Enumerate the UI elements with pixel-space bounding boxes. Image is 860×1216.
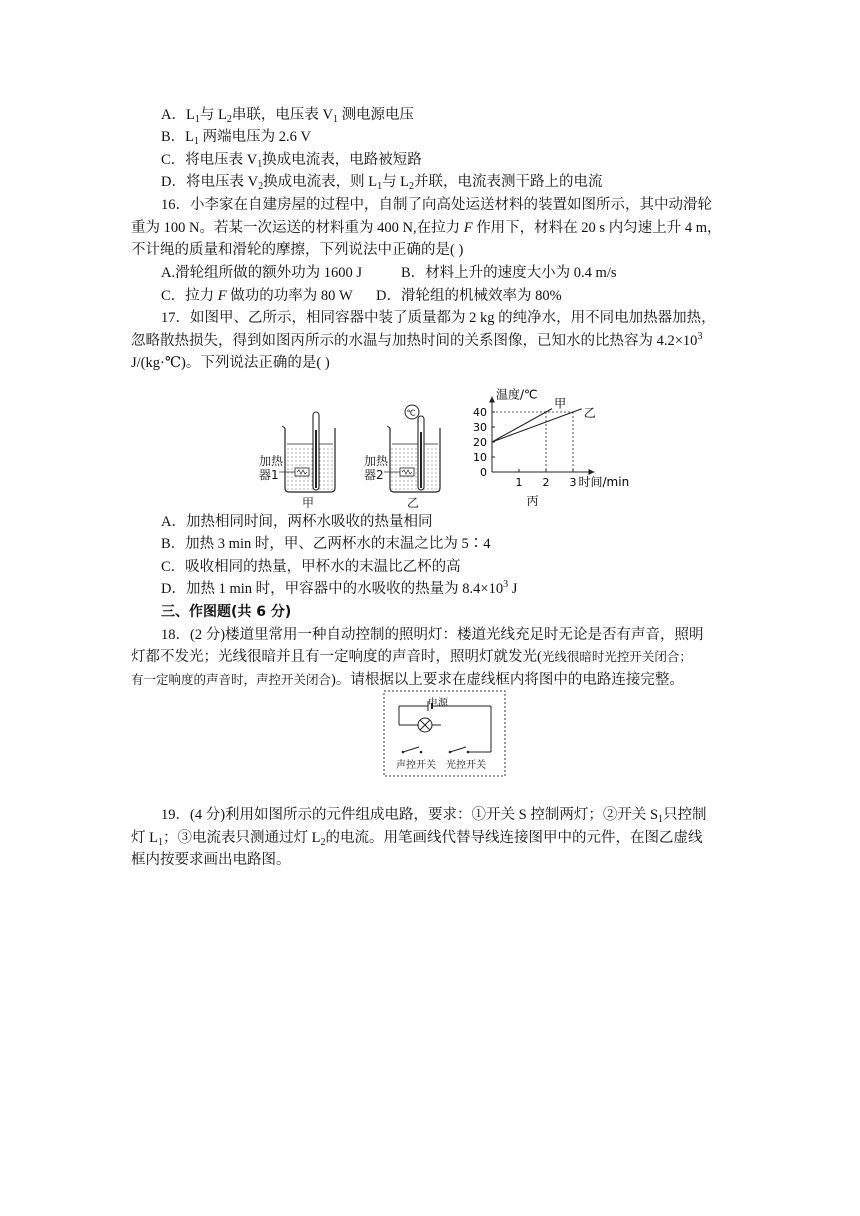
q16-option-c: C．拉力 F 做功的功率为 80 W — [161, 288, 353, 304]
y-axis-title: 温度/℃ — [496, 387, 538, 402]
x-tick-label: 3 — [569, 476, 577, 489]
q15-option-a: A．$L_1$与 $L_2$串联，电压表 $V_1$ 测电源电压 — [161, 107, 415, 125]
svg-text:℃: ℃ — [406, 408, 416, 418]
q16-option-b: B．材料上升的速度大小为 0.4 m/s — [401, 265, 617, 281]
q18-source-label: 电源 — [428, 698, 448, 709]
series-extension — [573, 409, 582, 412]
q17-option-b: B．加热 3 min 时，甲、乙两杯水的末温之比为 5∶4 — [161, 536, 491, 552]
heater-2-label-b: 器2 — [364, 468, 384, 482]
y-tick-label: 40 — [473, 406, 487, 419]
caption-jia: 甲 — [302, 496, 315, 510]
q16-option-d: D．滑轮组的机械效率为 80% — [376, 288, 562, 304]
y-axis-arrow-icon — [489, 397, 495, 403]
q18-sound-switch-label: 声控开关 — [396, 760, 436, 771]
heater-1-label-b: 器1 — [259, 468, 279, 482]
q17-temperature-chart — [470, 375, 645, 510]
y-tick-label: 30 — [473, 421, 487, 434]
q19-line1: 19．(4 分)利用如图所示的元件组成电路，要求：①开关 S 控制两灯；②开关 $S_1$只控制 — [161, 807, 707, 825]
caption-yi: 乙 — [407, 496, 420, 510]
y-tick-label: 0 — [480, 466, 487, 479]
chart-labels — [473, 387, 629, 509]
q19-line2: 灯 $L_1$；③电流表只测通过灯 $L_2$的电流。用笔画线代替导线连接图甲中的元件，在图乙虚线 — [131, 830, 703, 848]
sound-switch-icon — [403, 747, 419, 752]
series-extension — [546, 409, 552, 412]
q17-line2: 忽略散热损失，得到如图丙所示的水温与加热时间的关系图像，已知水的比热容为 $4.2\times 10^3$ — [131, 331, 703, 349]
section-3-title: 三、作图题(共 6 分) — [161, 604, 292, 620]
light-switch-icon — [450, 747, 466, 752]
y-tick-label: 20 — [473, 436, 487, 449]
x-axis-title: 时间/min — [578, 475, 630, 489]
q16-option-a: A.滑轮组所做的额外功为 1600 J — [161, 265, 362, 281]
q17-line1: 17．如图甲、乙所示，相同容器中装了质量都为 2 kg 的纯净水，用不同电加热器加热， — [161, 310, 716, 326]
x-tick-label: 2 — [542, 476, 550, 489]
q17-line3: J/(kg·℃)。下列说法正确的是( ) — [131, 355, 330, 371]
q19-line3: 框内按要求画出电路图。 — [131, 852, 291, 868]
heater-1-label-a: 加热 — [259, 454, 284, 468]
chart-axes — [489, 397, 595, 476]
q15-option-b: B．$L_1$ 两端电压为 2.6 V — [161, 129, 312, 147]
series-name-label: 乙 — [583, 405, 596, 420]
q18-line3: 有一定响度的声音时，声控开关闭合)。请根据以上要求在虚线框内将图中的电路连接完整。 — [131, 672, 684, 688]
q15-option-c: C．将电压表 $V_1$换成电流表，电路被短路 — [161, 152, 422, 170]
q18-line2: 灯都不发光；光线很暗并且有一定响度的声音时，照明灯就发光(光线很暗时光控开关闭合； — [131, 649, 692, 665]
q18-light-switch-label: 光控开关 — [446, 760, 486, 771]
beaker-yi — [384, 405, 440, 492]
q15-option-d: D．将电压表 $V_2$换成电流表，则 $L_1$与 $L_2$并联，电流表测干路上的电流 — [161, 174, 603, 192]
x-tick-label: 1 — [515, 476, 523, 489]
series-line-jia — [492, 412, 546, 442]
beaker-jia — [279, 412, 335, 492]
chart-series — [492, 409, 582, 442]
q16-line2: 重为 100 N。若某一次运送的材料重为 400 N,在拉力 F 作用下，材料在 20 s 内匀速上升 4 m， — [131, 220, 722, 236]
y-tick-label: 10 — [473, 451, 487, 464]
q17-option-c: C．吸收相同的热量，甲杯水的末温比乙杯的高 — [161, 559, 461, 575]
series-line-yi — [492, 412, 573, 442]
q17-option-d: D．加热 1 min 时，甲容器中的水吸收的热量为 $8.4\times 10^3$ J — [161, 579, 518, 597]
series-name-label: 甲 — [554, 396, 567, 411]
heater-2-label-a: 加热 — [364, 454, 389, 468]
chart-guide-lines — [492, 412, 573, 472]
chart-caption-bing: 丙 — [526, 494, 539, 508]
q17-option-a: A．加热相同时间，两杯水吸收的热量相同 — [161, 514, 433, 530]
q16-line1: 16．小李家在自建房屋的过程中，自制了向高处运送材料的装置如图所示，其中动滑轮 — [161, 197, 712, 213]
q16-line3: 不计绳的质量和滑轮的摩擦，下列说法中正确的是( ) — [131, 242, 464, 258]
q18-line1: 18．(2 分)楼道里常用一种自动控制的照明灯：楼道光线充足时无论是否有声音，照明 — [161, 627, 704, 643]
